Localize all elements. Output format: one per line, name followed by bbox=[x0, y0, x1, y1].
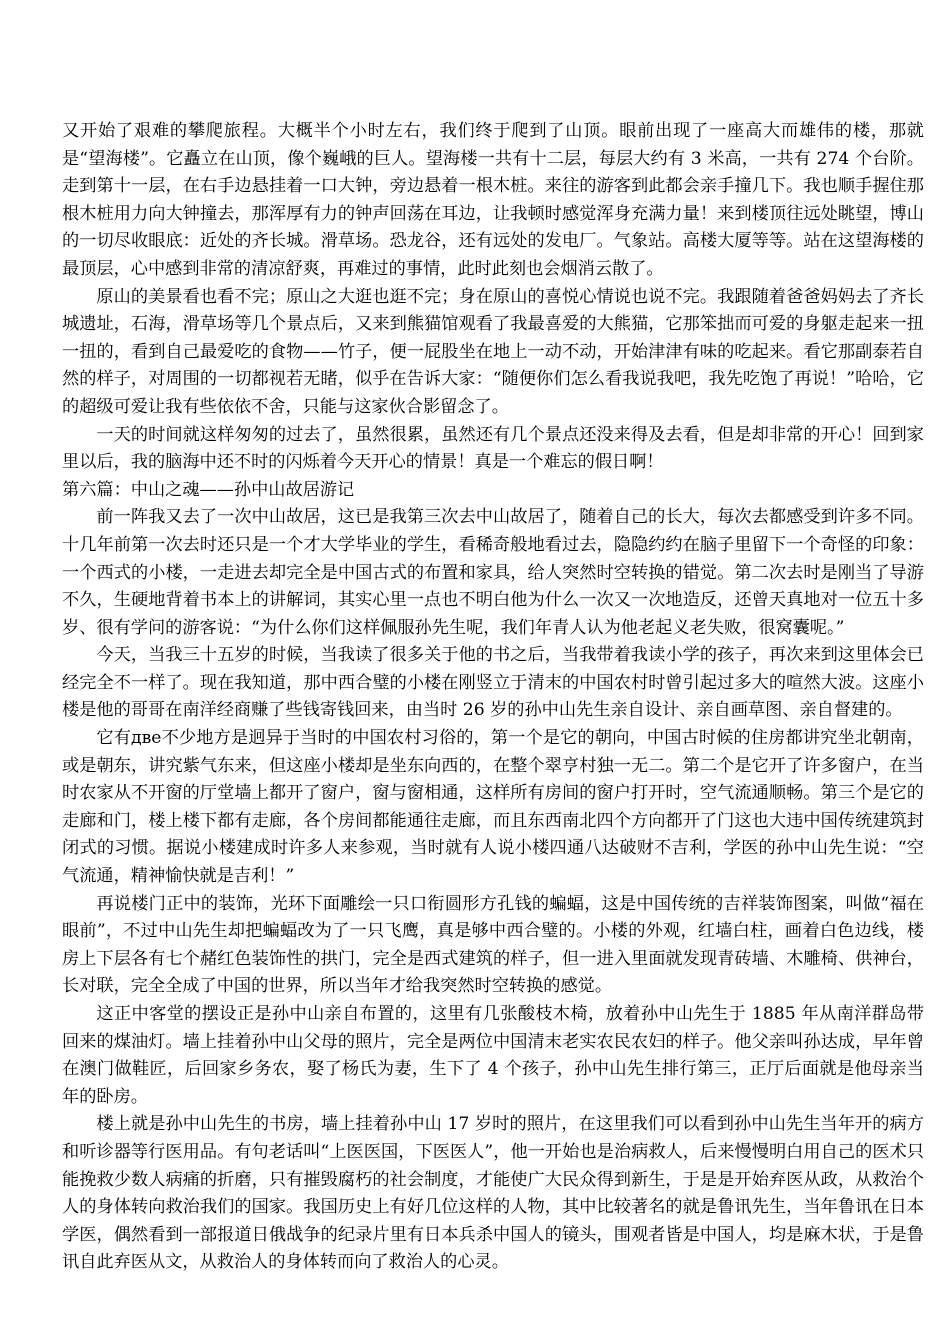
paragraph: 再说楼门正中的装饰，光环下面雕绘一只口衔圆形方孔钱的蝙蝠，这是中国传统的吉祥装饰图案，叫做“福在眼前”，不过中山先生却把蝙蝠改为了一只飞鹰，真是够中西合璧的。小楼的外观，红墙白柱，画着白色边线，楼房上下层各有七个赭红色装饰性的拱门，完全是西式建筑的样子，但一进入里面就发现青砖墙、木雕椅、供神台，长对联，完全全成了中国的世界，所以当年才给我突然时空转换的感觉。 bbox=[62, 893, 924, 997]
document-body bbox=[62, 118, 924, 1277]
paragraph: 楼上就是孙中山先生的书房，墙上挂着孙中山 17 岁时的照片，在这里我们可以看到孙中山先生当年开的病方和听诊器等行医用品。有句老话叫“上医医国，下医医人”，他一开始也是治病救人，后来慢慢明白用自己的医术只能挽救少数人病痛的折磨，只有摧毁腐朽的社会制度，才能使广大民众得到新生，于是是开始弃医从政，从救治个人的身体转向救治我们的国家。我国历史上有好几位这样的人物，其中比较著名的就是鲁讯先生，当年鲁讯在日本学医，偶然看到一部报道日俄战争的纪录片里有日本兵杀中国人的镜头，围观者皆是中国人，均是麻木状，于是鲁讯自此弃医从文，从救治人的身体转而向了救治人的心灵。 bbox=[62, 1114, 924, 1273]
paragraph: 前一阵我又去了一次中山故居，这已是我第三次去中山故居了，随着自己的长大，每次去都感受到许多不同。十几年前第一次去时还只是一个才大学毕业的学生，看稀奇般地看过去，隐隐约约在脑子里留下一个奇怪的印象：一个西式的小楼，一走进去却完全是中国古式的布置和家具，给人突然时空转换的错觉。第二次去时是刚当了导游不久，生硬地背着书本上的讲解词，其实心里一点也不明白他为什么一次又一次地造反，还曾天真地对一位五十多岁、很有学问的游客说：“为什么你们这样佩服孙先生呢，我们年青人认为他老起义老失败，很窝囊呢。” bbox=[62, 507, 924, 638]
paragraph: 今天，当我三十五岁的时候，当我读了很多关于他的书之后，当我带着我读小学的孩子，再次来到这里体会已经完全不一样了。现在我知道，那中西合璧的小楼在刚竖立于清末的中国农村时曾引起过多大的喧然大波。这座小楼是他的哥哥在南洋经商赚了些钱寄钱回来，由当时 26 岁的孙中山先生亲自设计、亲自画草图、亲自督建的。 bbox=[62, 645, 924, 721]
paragraph: 它有две不少地方是迥异于当时的中国农村习俗的，第一个是它的朝向，中国古时候的住房都讲究坐北朝南，或是朝东，讲究紫气东来，但这座小楼却是坐东向西的，在整个翠亨村独一无二。第二个是它开了许多窗户，在当时农家从不开窗的厅堂墙上都开了窗户，窗与窗相通，这样所有房间的窗户打开时，空气流通顺畅。第三个是它的走廊和门，楼上楼下都有走廊，各个房间都能通往走廊，而且东西南北四个方向都开了门这也大违中国传统建筑封闭式的习惯。据说小楼建成时许多人来参观，当时就有人说小楼四通八达破财不吉利，学医的孙中山先生说：“空气流通，精神愉快就是吉利！” bbox=[62, 728, 924, 887]
section-heading: 第六篇：中山之魂——孙中山故居游记 bbox=[62, 479, 355, 500]
paragraph: 原山的美景看也看不完；原山之大逛也逛不完；身在原山的喜悦心情说也说不完。我跟随着爸爸妈妈去了齐长城遗址，石海，滑草场等几个景点后，又来到熊猫馆观看了我最喜爱的大熊猫，它那笨拙而可爱的身躯走起来一扭一扭的，看到自己最爱吃的食物——竹子，便一屁股坐在地上一动不动，开始津津有味的吃起来。看它那副泰若自然的样子，对周围的一切都视若无睹，似乎在告诉大家：“随便你们怎么看我说我吧，我先吃饱了再说！”哈哈，它的超级可爱让我有些依依不舍，只能与这家伙合影留念了。 bbox=[62, 286, 924, 417]
paragraph: 一天的时间就这样匆匆的过去了，虽然很累，虽然还有几个景点还没来得及去看，但是却非常的开心！回到家里以后，我的脑海中还不时的闪烁着今天开心的情景！真是一个难忘的假日啊！ bbox=[62, 424, 924, 473]
paragraph: 又开始了艰难的攀爬旅程。大概半个小时左右，我们终于爬到了山顶。眼前出现了一座高大而雄伟的楼，那就是“望海楼”。它矗立在山顶，像个巍峨的巨人。望海楼一共有十二层，每层大约有 3 米高，一共有 274 个台阶。走到第十一层，在右手边悬挂着一口大钟，旁边悬着一根木桩。来往的游客到此都会亲手撞几下。我也顺手握住那根木桩用力向大钟撞去，那浑厚有力的钟声回荡在耳边，让我顿时感觉浑身充满力量！来到楼顶往远处眺望，博山的一切尽收眼底：近处的齐长城。滑草场。恐龙谷，还有远处的发电厂。气象站。高楼大厦等等。站在这望海楼的最顶层，心中感到非常的清凉舒爽，再难过的事情，此时此刻也会烟消云散了。 bbox=[62, 121, 924, 279]
paragraph: 这正中客堂的摆设正是孙中山亲自布置的，这里有几张酸枝木椅，放着孙中山先生于 1885 年从南洋群岛带回来的煤油灯。墙上挂着孙中山父母的照片，完全是两位中国清末老实农民农妇的样子。他父亲叫孙达成，早年曾在澳门做鞋匠，后回家乡务农，娶了杨氏为妻，生下了 4 个孩子，孙中山先生排行第三，正厅后面就是他母亲当年的卧房。 bbox=[62, 1004, 924, 1107]
